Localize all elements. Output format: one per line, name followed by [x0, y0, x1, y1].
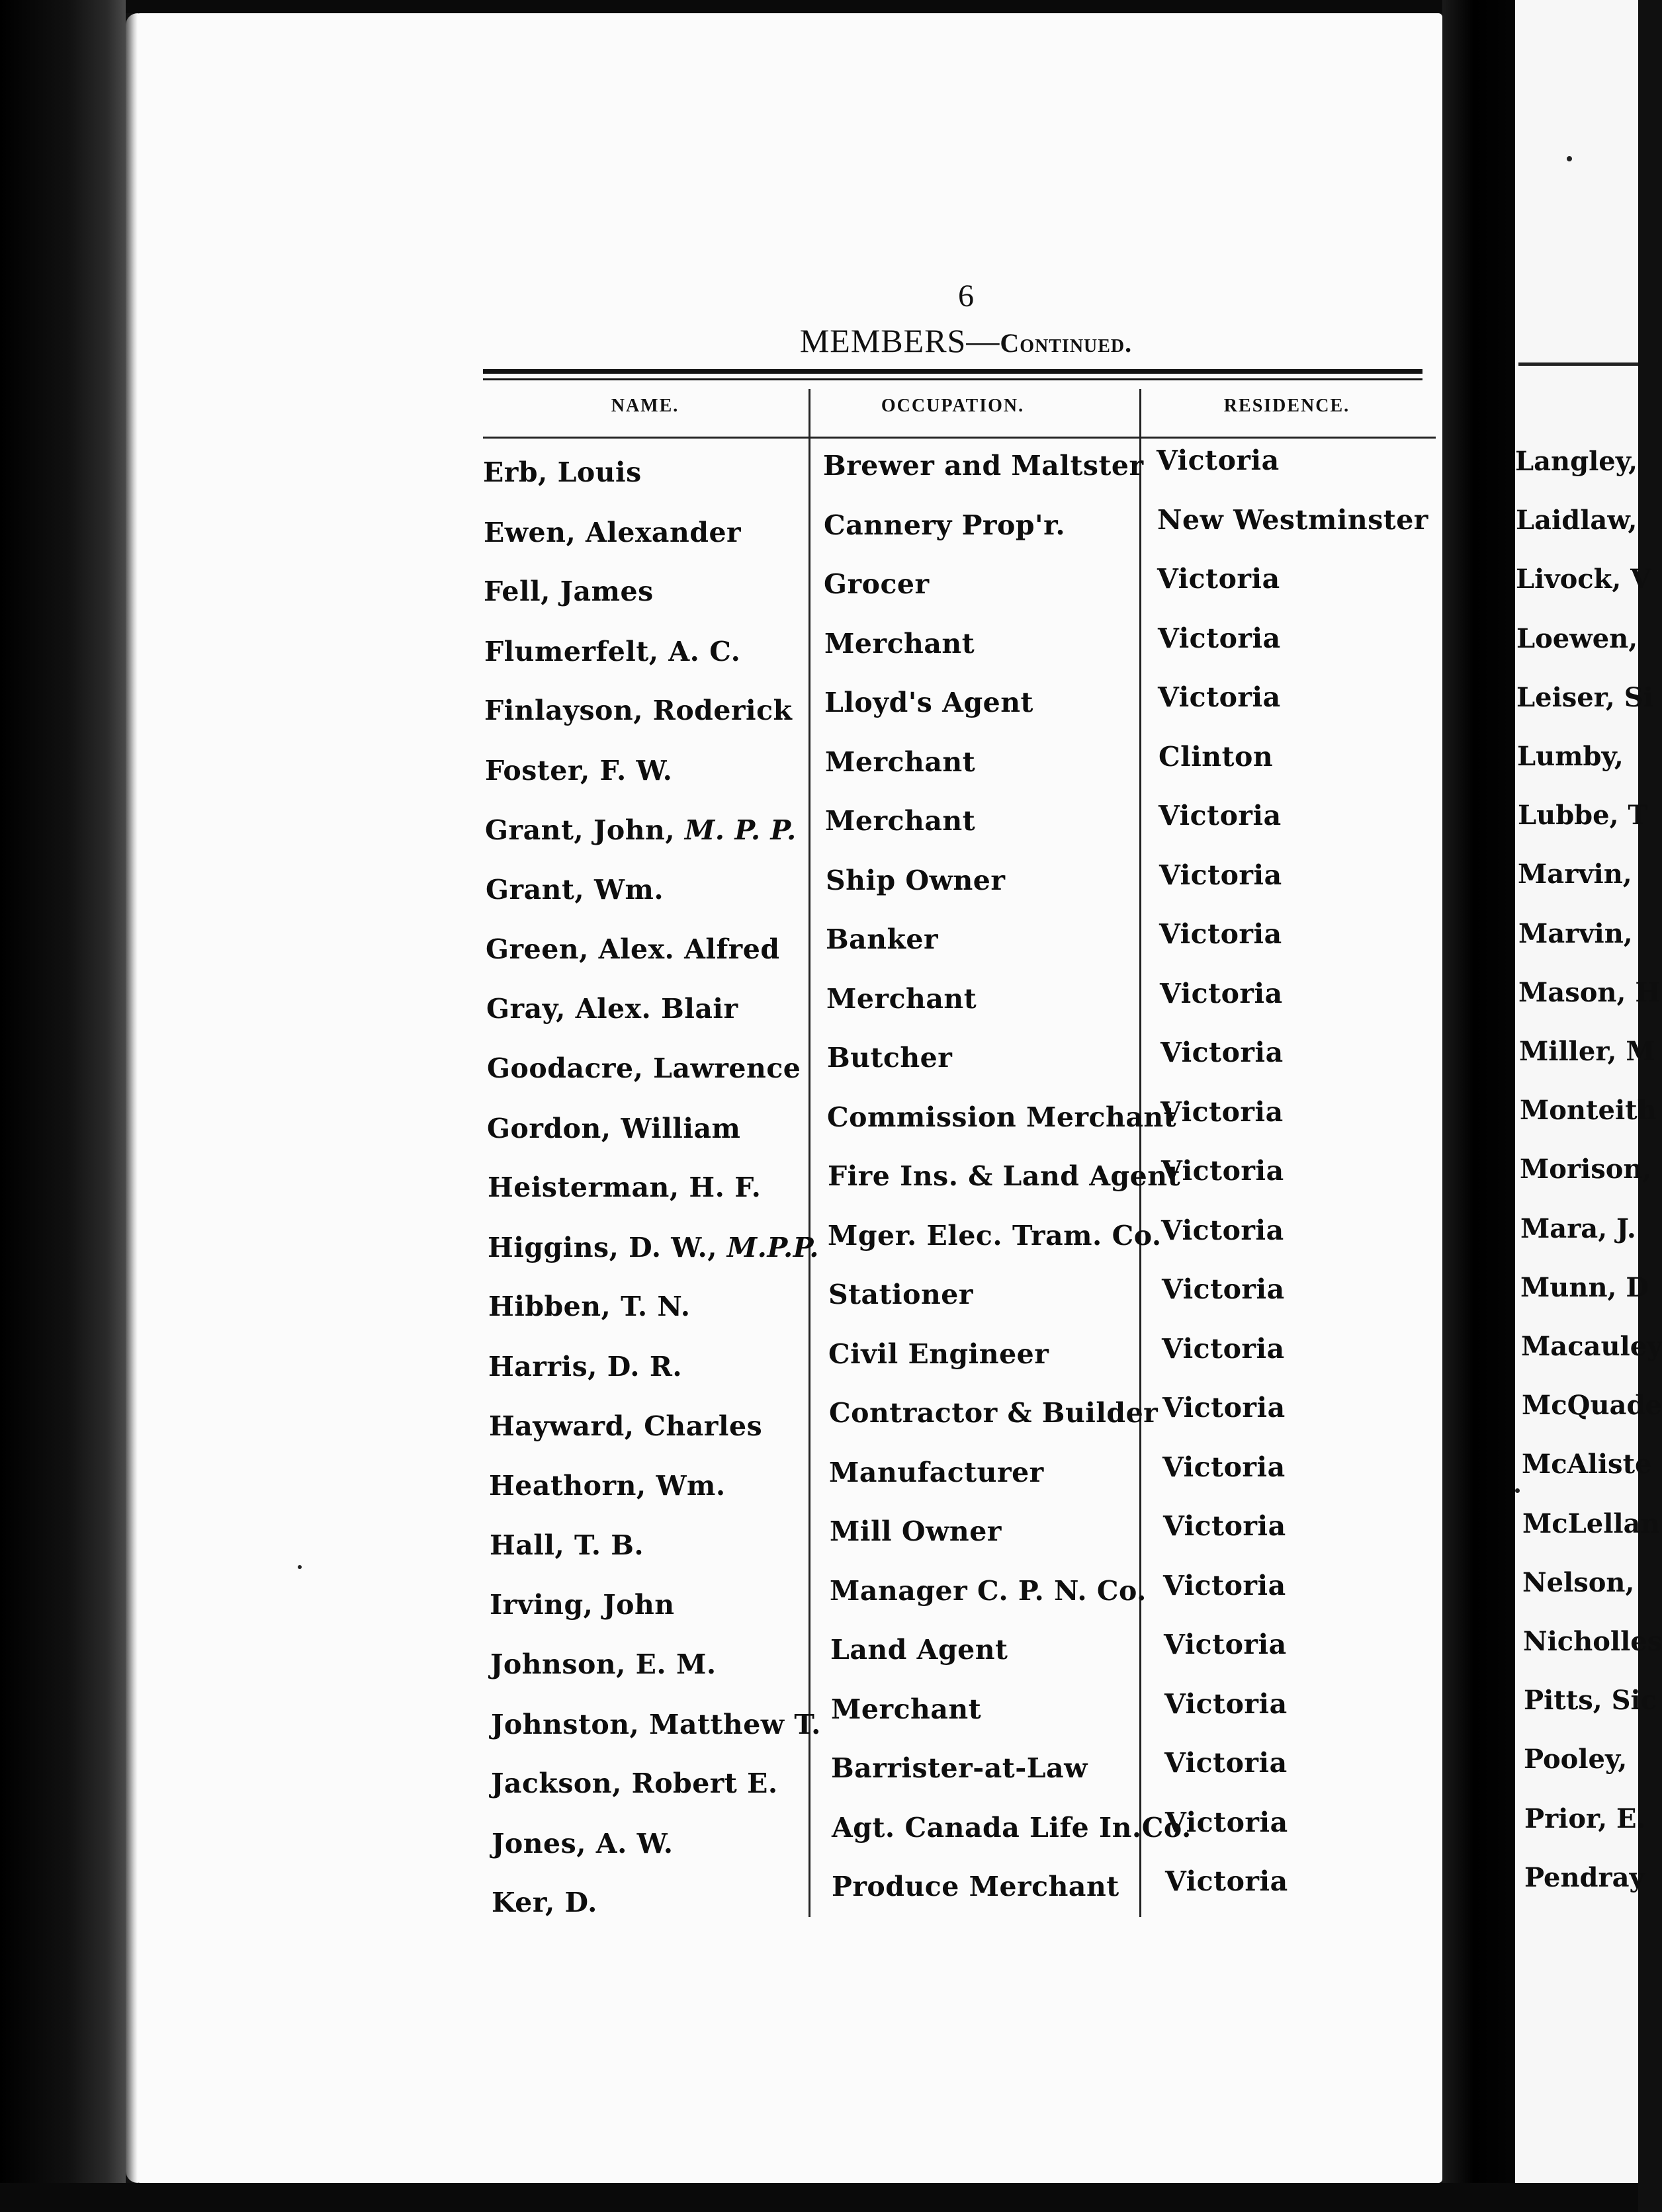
speck [1567, 156, 1572, 161]
member-name [484, 575, 654, 607]
member-name-text: Gray, Alex. Blair [486, 993, 738, 1025]
member-name [488, 1291, 691, 1322]
member-residence: Victoria [1158, 681, 1281, 713]
member-name [486, 874, 664, 906]
member-occupation: Merchant [831, 1693, 982, 1725]
member-name-text: Flumerfelt, A. C. [484, 636, 741, 667]
member-name [484, 517, 741, 548]
member-name-text: Irving, John [490, 1589, 675, 1621]
scan-top-border [0, 0, 1515, 13]
member-occupation: Contractor & Builder [829, 1397, 1159, 1429]
member-name-text: Goodacre, Lawrence [487, 1052, 801, 1084]
member-residence: Victoria [1159, 918, 1282, 950]
member-name-text: Hayward, Charles [489, 1410, 763, 1442]
facing-page-name: Munn, D [1520, 1272, 1649, 1303]
member-occupation: Merchant [826, 983, 977, 1015]
member-name [487, 1113, 740, 1144]
member-name [490, 1589, 675, 1621]
member-name [484, 636, 740, 667]
member-name [491, 1767, 778, 1799]
member-name [489, 1470, 726, 1502]
member-name-text: Heathorn, Wm. [489, 1470, 726, 1502]
member-residence: Victoria [1162, 1273, 1285, 1305]
member-occupation: Produce Merchant [832, 1871, 1119, 1902]
member-name-text: Finlayson, Roderick [484, 695, 793, 726]
member-occupation: Fire Ins. & Land Agent [828, 1160, 1181, 1192]
member-residence: Victoria [1165, 1865, 1288, 1897]
member-occupation: Banker [826, 923, 939, 955]
facing-page-name: Nicholles [1523, 1626, 1662, 1657]
member-occupation: Stationer [828, 1279, 973, 1310]
member-residence: Victoria [1162, 1451, 1286, 1483]
member-name-text: Jackson, Robert E. [491, 1767, 778, 1799]
facing-page-name: Pooley, [1524, 1744, 1628, 1775]
member-occupation: Merchant [825, 746, 976, 778]
member-name-text: Johnston, Matthew T. [491, 1709, 821, 1740]
facing-page-name: Prior, E. [1524, 1803, 1646, 1834]
member-occupation: Manager C. P. N. Co. [830, 1575, 1147, 1607]
facing-page-name: Nelson, [1522, 1567, 1635, 1598]
member-name [490, 1648, 717, 1680]
member-name-text: Johnson, E. M. [490, 1648, 717, 1680]
member-name [485, 755, 672, 787]
member-title: M.P.P. [717, 1232, 820, 1263]
member-name-text: Hall, T. B. [490, 1529, 644, 1561]
column-header-name: NAME. [611, 396, 679, 416]
facing-page-name: Macauley [1521, 1331, 1662, 1362]
facing-page-name: Marvin, [1518, 859, 1632, 890]
member-occupation: Ship Owner [826, 865, 1006, 896]
heading-suffix: Continued. [1000, 328, 1133, 358]
member-name-text: Ewen, Alexander [484, 517, 742, 548]
member-name-text: Jones, A. W. [492, 1828, 674, 1859]
member-occupation: Mger. Elec. Tram. Co. [828, 1220, 1162, 1252]
member-residence: Victoria [1163, 1570, 1286, 1601]
member-residence: Victoria [1157, 445, 1280, 476]
member-residence: Victoria [1158, 622, 1281, 654]
member-name [486, 993, 738, 1025]
heading-main: MEMBERS [799, 322, 967, 359]
member-name-text: Gordon, William [487, 1113, 741, 1144]
facing-page-name: Mason, H [1518, 977, 1661, 1008]
facing-page-name: Lubbe, T [1518, 800, 1648, 831]
facing-page-name: McAliste [1522, 1449, 1652, 1480]
member-residence: Victoria [1164, 1629, 1287, 1660]
book-gutter [1442, 0, 1520, 2212]
member-name-text: Harris, D. R. [488, 1351, 683, 1382]
page-heading [728, 321, 1204, 360]
member-residence: Victoria [1160, 978, 1283, 1009]
member-name [489, 1410, 762, 1442]
facing-page-name: Livock, V [1516, 564, 1651, 595]
member-title: M. P. P. [675, 814, 797, 846]
facing-page-name: Morison, [1520, 1154, 1652, 1185]
member-name [491, 1709, 821, 1740]
speck [298, 1565, 302, 1569]
scan-bottom-border [0, 2183, 1638, 2212]
member-residence: Victoria [1162, 1392, 1286, 1424]
member-occupation: Merchant [825, 805, 976, 837]
member-residence: Victoria [1159, 800, 1282, 831]
facing-page-name: Monteith [1520, 1095, 1657, 1126]
member-name [488, 1171, 761, 1203]
member-occupation: Civil Engineer [828, 1338, 1049, 1370]
facing-page-name: Langley, [1515, 446, 1638, 477]
member-name-text: Green, Alex. Alfred [486, 933, 780, 965]
facing-page-name: Pitts, Sic [1524, 1685, 1657, 1716]
page-curl-edge [126, 13, 138, 2183]
member-name-text: Hibben, T. N. [488, 1291, 691, 1322]
member-residence: New Westminster [1157, 504, 1428, 536]
member-name-text: Heisterman, H. F. [488, 1171, 762, 1203]
facing-page-name: Leiser, Si [1516, 682, 1653, 713]
facing-page-name: McLellan [1522, 1508, 1660, 1539]
member-name [492, 1887, 597, 1918]
member-occupation: Lloyd's Agent [824, 687, 1033, 718]
facing-page-name: Laidlaw, [1516, 505, 1638, 536]
member-name [485, 814, 797, 846]
page-number: 6 [958, 278, 974, 314]
member-residence: Victoria [1163, 1510, 1286, 1542]
member-occupation: Butcher [827, 1042, 953, 1074]
facing-page-name: Mara, J. [1520, 1213, 1636, 1244]
facing-page-name: Lumby, [1517, 741, 1624, 772]
member-occupation: Mill Owner [830, 1515, 1002, 1547]
member-name [490, 1529, 644, 1561]
member-occupation: Grocer [824, 568, 930, 600]
facing-page-name: Marvin, [1518, 918, 1633, 949]
member-name-text: Fell, James [484, 575, 654, 607]
member-residence: Victoria [1161, 1214, 1284, 1246]
column-divider-2 [1139, 389, 1141, 1917]
member-name-text: Erb, Louis [483, 456, 642, 488]
member-residence: Victoria [1161, 1155, 1284, 1187]
member-residence: Victoria [1162, 1333, 1285, 1365]
member-name-text: Grant, John, [485, 814, 676, 846]
member-name [488, 1351, 682, 1382]
member-name-text: Ker, D. [492, 1887, 597, 1918]
facing-page-name: Pendray [1524, 1862, 1645, 1893]
column-header-occupation: OCCUPATION. [881, 396, 1025, 416]
member-occupation: Agt. Canada Life In.Co. [832, 1812, 1192, 1844]
member-name [488, 1232, 819, 1263]
member-occupation: Merchant [824, 628, 975, 659]
member-occupation: Commission Merchant [827, 1101, 1177, 1133]
facing-page-rule [1518, 362, 1638, 366]
member-name [484, 695, 792, 726]
member-residence: Victoria [1159, 859, 1282, 891]
member-name-text: Higgins, D. W., [488, 1232, 718, 1263]
member-residence: Victoria [1160, 1037, 1284, 1068]
member-name [487, 1052, 801, 1084]
member-residence: Victoria [1160, 1096, 1284, 1128]
member-name-text: Foster, F. W. [485, 755, 673, 787]
facing-page-name: Miller, M [1519, 1036, 1655, 1067]
book-binding-left [0, 0, 126, 2212]
member-name-text: Grant, Wm. [486, 874, 664, 906]
column-header-rule [483, 437, 1436, 439]
speck [1515, 1488, 1520, 1493]
facing-page-name: Loewen, [1516, 623, 1638, 654]
heading-rule-thick [483, 369, 1422, 374]
member-occupation: Land Agent [830, 1634, 1008, 1666]
member-residence: Victoria [1164, 1688, 1288, 1720]
member-residence: Clinton [1159, 741, 1274, 773]
facing-page-name: McQuade [1522, 1390, 1662, 1421]
member-residence: Victoria [1165, 1807, 1288, 1838]
heading-rule-thin [483, 378, 1422, 380]
member-name [486, 933, 779, 965]
member-residence: Victoria [1164, 1747, 1288, 1779]
member-occupation: Barrister-at-Law [831, 1752, 1088, 1784]
column-header-residence: RESIDENCE. [1223, 396, 1350, 416]
member-occupation: Cannery Prop'r. [824, 509, 1066, 541]
column-divider-1 [809, 389, 810, 1917]
member-residence: Victoria [1157, 563, 1280, 595]
member-name [483, 456, 642, 488]
member-name [492, 1828, 674, 1859]
member-occupation: Brewer and Maltster [823, 450, 1144, 482]
heading-dash: — [966, 322, 1000, 359]
member-occupation: Manufacturer [829, 1457, 1044, 1488]
